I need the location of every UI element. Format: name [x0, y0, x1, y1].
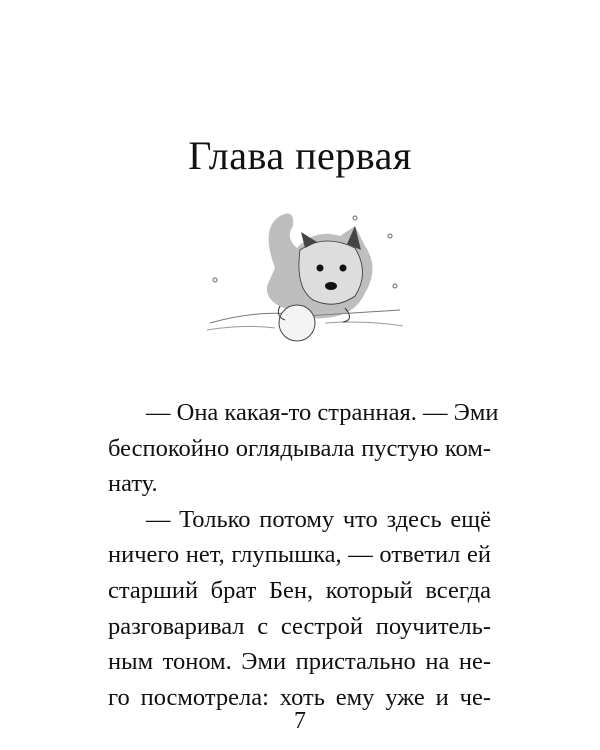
puppy-illustration — [205, 198, 405, 348]
text-line: нату. — [108, 470, 158, 498]
chapter-title: Глава первая — [188, 133, 412, 178]
text-line: ным тоном. Эми пристально на не- — [108, 648, 491, 676]
text-line: разговаривал с сестрой поучитель- — [108, 612, 491, 640]
text-line: беспокойно оглядывала пустую ком- — [108, 434, 491, 462]
text-line: ничего нет, глупышка, — ответил ей — [108, 541, 491, 569]
text-line: старший брат Бен, который всегда — [108, 576, 491, 604]
page-number: 7 — [294, 708, 306, 734]
chapter-body-text — [108, 395, 499, 715]
text-line: — Только потому что здесь ещё — [146, 505, 491, 533]
text-line: — Она какая-то странная. — Эми — [146, 399, 499, 426]
text-line: го посмотрела: хоть ему уже и че- — [108, 683, 491, 711]
